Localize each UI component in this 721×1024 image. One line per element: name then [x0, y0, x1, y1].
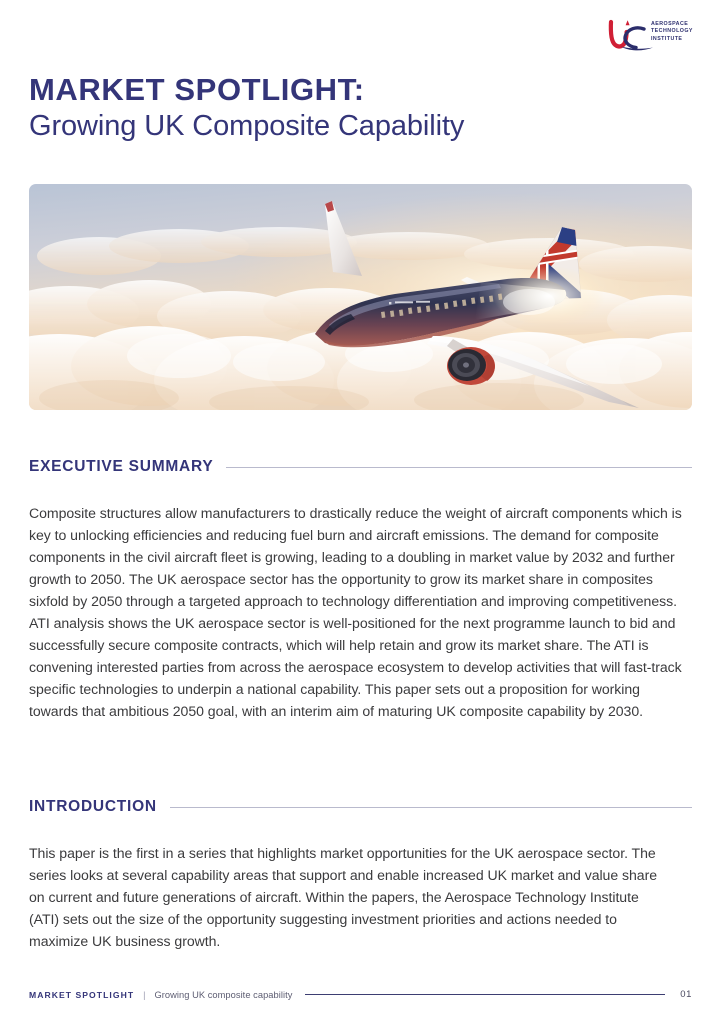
footer-separator: | — [143, 989, 146, 1000]
section-heading-label: EXECUTIVE SUMMARY — [29, 458, 214, 475]
section-heading-rule — [226, 467, 692, 468]
page-title-sub: Growing UK Composite Capability — [29, 110, 465, 143]
executive-summary-body: Composite structures allow manufacturers to drastically reduce the weight of aircraft components which is key to unlocking efficiencies and reducing fuel burn and aircraft emissions. The demand for composite components in the civil aircraft fleet is growing, leading to a doubling in market value by 2032 and further growth to 2050. The UK aerospace sector has the opportunity to grow its market share in composites sixfold by 2050 through a targeted approach to technology differentiation and improving competitiveness. ATI analysis shows the UK aerospace sector is well-positioned for the next programme launch to bid and successfully secure composite contracts, which will help retain and grow its market share. The ATI is convening interested parties from across the aerospace ecosystem to develop activities that will fast-track specific technologies to underpin a national capability. This paper sets out a proposition for working towards that ambitious 2050 goal, with an interim aim of maturing UK composite capability by 2030. — [29, 505, 682, 719]
page-footer — [29, 989, 692, 1000]
footer-subtitle: Growing UK composite capability — [154, 989, 293, 1000]
logo-line-1: AEROSPACE — [651, 21, 689, 27]
section-heading-rule — [170, 807, 692, 808]
ati-logo-mark-icon — [603, 16, 655, 56]
page-title — [29, 72, 692, 145]
ati-logo-wordmark — [651, 21, 693, 43]
footer-rule — [305, 994, 665, 995]
hero-image — [29, 184, 692, 410]
footer-page-number: 01 — [680, 989, 692, 1000]
section-heading-introduction — [29, 798, 692, 816]
introduction-body: This paper is the first in a series that highlights market opportunities for the UK aerospace sector. The series looks at several capability areas that support and enable increased UK market and value share on current and future generations of aircraft. Within the papers, the Aerospace Technology Institute (ATI) sets out the size of the opportunity suggesting investment priorities and actions needed to maximize UK business growth. — [29, 845, 658, 949]
section-heading-label: INTRODUCTION — [29, 798, 157, 815]
page-title-main: MARKET SPOTLIGHT: — [29, 72, 365, 107]
logo-line-2: TECHNOLOGY — [651, 28, 693, 35]
ati-logo — [603, 14, 699, 60]
footer-title: MARKET SPOTLIGHT — [29, 989, 135, 1000]
logo-line-3: INSTITUTE — [651, 35, 683, 42]
section-heading-executive-summary — [29, 458, 692, 476]
